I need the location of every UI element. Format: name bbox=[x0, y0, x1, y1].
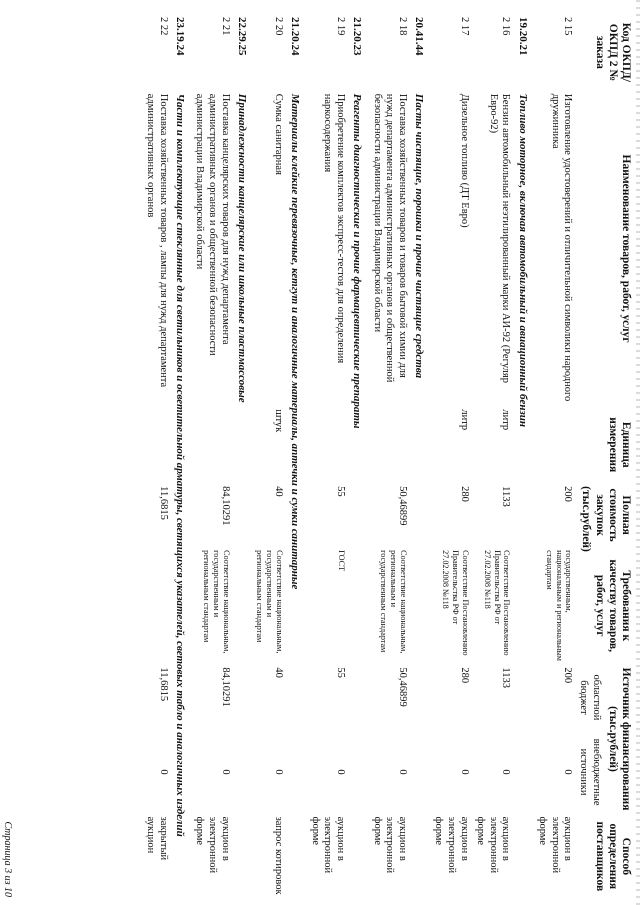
row-name: Поставка канцелярских товаров для нужд департамента административных органов и общественной безопасности администрации Владимирской области bbox=[194, 93, 231, 356]
group-row bbox=[348, 14, 368, 899]
row-unit bbox=[141, 406, 170, 483]
row-regional-budget: 40 bbox=[272, 667, 284, 678]
row-extra-budget: 0 bbox=[396, 769, 408, 775]
row-code: 2 16 bbox=[500, 17, 512, 36]
row-regional-budget: 50,46899 bbox=[396, 667, 408, 707]
row-code: 2 22 bbox=[157, 17, 169, 36]
group-code: 21.20.24 bbox=[288, 17, 301, 56]
group-title: Принадлежности канцелярские или школьные пластмассовые bbox=[235, 93, 248, 403]
row-cost: 1133 bbox=[500, 486, 512, 507]
row-unit bbox=[368, 406, 410, 483]
row-extra-budget: 0 bbox=[562, 769, 574, 775]
row-cost: 84,10291 bbox=[219, 486, 231, 526]
header-source-regional: областной бюджет bbox=[578, 674, 602, 721]
row-method: аукцион в электронной форме bbox=[537, 816, 574, 874]
table-row bbox=[534, 14, 576, 899]
group-row bbox=[513, 14, 533, 899]
group-title: Реагенты диагностические и прочие фармацевтические препараты bbox=[350, 93, 363, 429]
row-extra-budget: 0 bbox=[272, 769, 284, 775]
group-row bbox=[286, 14, 306, 899]
row-method: закрытый аукцион bbox=[145, 816, 169, 861]
row-requirements: Соответствие Постановлению Правительства РФ от 27.02.2008 №118 bbox=[483, 550, 512, 656]
row-requirements bbox=[141, 547, 170, 664]
row-method: аукцион в электронной форме bbox=[309, 816, 346, 874]
group-code: 20.41.44 bbox=[412, 17, 425, 56]
row-unit bbox=[534, 406, 576, 483]
group-title: Топливо моторное, включая автомобильный и авиационный бензин bbox=[516, 93, 529, 428]
table-row bbox=[472, 14, 514, 899]
table-row bbox=[191, 14, 233, 899]
group-code: 21.20.23 bbox=[350, 17, 363, 56]
row-requirements: ГОСТ bbox=[336, 550, 346, 572]
row-method: аукцион в электронной форме bbox=[475, 816, 512, 874]
row-extra-budget: 0 bbox=[157, 769, 169, 775]
row-name: Приобретение комплектов экспресс-тестов для определения наркосодержания bbox=[322, 93, 346, 364]
header-source-extra: внебюджетные источники bbox=[578, 738, 602, 806]
table-header bbox=[575, 14, 634, 899]
row-requirements: Соответствие национальным, государственным и региональным стандартам bbox=[255, 550, 284, 654]
table-body bbox=[141, 14, 575, 899]
row-requirements: Соответствие Постановлению Правительства РФ от 27.02.2008 №118 bbox=[441, 550, 470, 656]
header-method: Способ определения поставщиков bbox=[593, 821, 632, 892]
procurement-table bbox=[141, 14, 634, 899]
row-extra-budget: 0 bbox=[219, 769, 231, 775]
row-name: Поставка хозяйственных товаров , лампы для нужд департамента административных органов bbox=[145, 93, 169, 388]
row-name: Изготовление удостоверений и отличительной символики народного дружинника bbox=[549, 93, 574, 402]
group-title: Пасты чистящие, порошки и прочие чистящие средства bbox=[412, 93, 425, 379]
row-name: Сумка санитарная bbox=[272, 93, 284, 175]
row-cost: 40 bbox=[272, 486, 284, 497]
row-code: 2 19 bbox=[334, 17, 346, 36]
row-name: Бензин автомобильный неэтилированный марки АИ-92 (Регуляр Евро-92) bbox=[487, 93, 512, 384]
group-code: 22.29.25 bbox=[235, 17, 248, 56]
row-requirements: Соответствие национальным, государственным и региональным стандартам bbox=[202, 550, 231, 654]
table-row bbox=[306, 14, 348, 899]
row-cost: 55 bbox=[334, 486, 346, 497]
row-unit bbox=[191, 406, 233, 483]
row-code: 2 17 bbox=[458, 17, 470, 36]
group-row bbox=[410, 14, 430, 899]
group-title: Части и комплектующие стеклянные для светильников и осветительной арматуры, светящихся указателей, световых табло и аналогичных изделий bbox=[173, 93, 186, 837]
row-regional-budget: 280 bbox=[458, 667, 470, 684]
row-name: Дизельное топливо (ДТ Евро) bbox=[458, 93, 470, 228]
row-unit: штук bbox=[272, 409, 284, 433]
header-source: Источник финансирования (тыс.рублей) bbox=[606, 667, 632, 811]
table-row bbox=[141, 14, 170, 899]
row-extra-budget: 0 bbox=[458, 769, 470, 775]
row-regional-budget: 55 bbox=[334, 667, 346, 678]
header-requirements: Требования к качеству товаров, работ, услуг bbox=[593, 559, 632, 652]
row-requirements: Соответствие национальным, региональным и государственным стандартам bbox=[379, 550, 408, 654]
row-regional-budget: 200 bbox=[562, 667, 574, 684]
row-unit bbox=[306, 406, 348, 483]
group-code: 23.19.24 bbox=[173, 17, 186, 56]
header-code: Код ОКПД/ ОКПД 2 № заказа bbox=[593, 22, 632, 82]
row-cost: 50,46899 bbox=[396, 486, 408, 526]
row-cost: 280 bbox=[458, 486, 470, 502]
row-requirements: государственным, национальным и региональным стандартам bbox=[545, 550, 574, 661]
group-row bbox=[171, 14, 191, 899]
table-row bbox=[430, 14, 472, 899]
row-method: аукцион в электронной форме bbox=[433, 816, 470, 874]
row-extra-budget: 0 bbox=[500, 769, 512, 775]
row-code: 2 15 bbox=[562, 17, 574, 36]
header-unit: Единица измерения bbox=[606, 417, 632, 473]
row-cost: 11,6815 bbox=[157, 486, 169, 520]
row-unit: литр bbox=[500, 409, 512, 431]
row-regional-budget: 1133 bbox=[500, 667, 512, 688]
group-row bbox=[233, 14, 253, 899]
row-code: 2 18 bbox=[396, 17, 408, 36]
row-unit: литр bbox=[458, 409, 470, 431]
row-method: аукцион в электронной форме bbox=[194, 816, 231, 874]
table-row bbox=[368, 14, 410, 899]
page-number: Страница 3 из 10 bbox=[2, 821, 13, 897]
row-code: 2 20 bbox=[272, 17, 284, 36]
row-method: запрос котировок bbox=[272, 816, 284, 895]
group-code: 19.20.21 bbox=[516, 17, 529, 56]
table-row bbox=[253, 14, 286, 899]
group-title: Материалы клейкие перевязочные, кетгут и аналогичные материалы, аптечки и сумки санитарные bbox=[288, 93, 301, 590]
row-cost: 200 bbox=[562, 486, 574, 502]
row-name: Поставка хозяйственных товаров и товаров бытовой химии для нужд департамента административных органов и общественной безопасности администрации Владимирской области bbox=[371, 93, 408, 383]
row-code: 2 21 bbox=[219, 17, 231, 36]
header-cost: Полная стоимость закупок (тыс.рублей) bbox=[580, 486, 632, 552]
scan-artifact bbox=[636, 0, 640, 905]
row-method: аукцион в электронной форме bbox=[371, 816, 408, 874]
row-extra-budget: 0 bbox=[334, 769, 346, 775]
header-name: Наименование товаров, работ, услуг bbox=[620, 154, 632, 343]
row-regional-budget: 84,10291 bbox=[219, 667, 231, 707]
row-regional-budget: 11,6815 bbox=[157, 667, 169, 702]
